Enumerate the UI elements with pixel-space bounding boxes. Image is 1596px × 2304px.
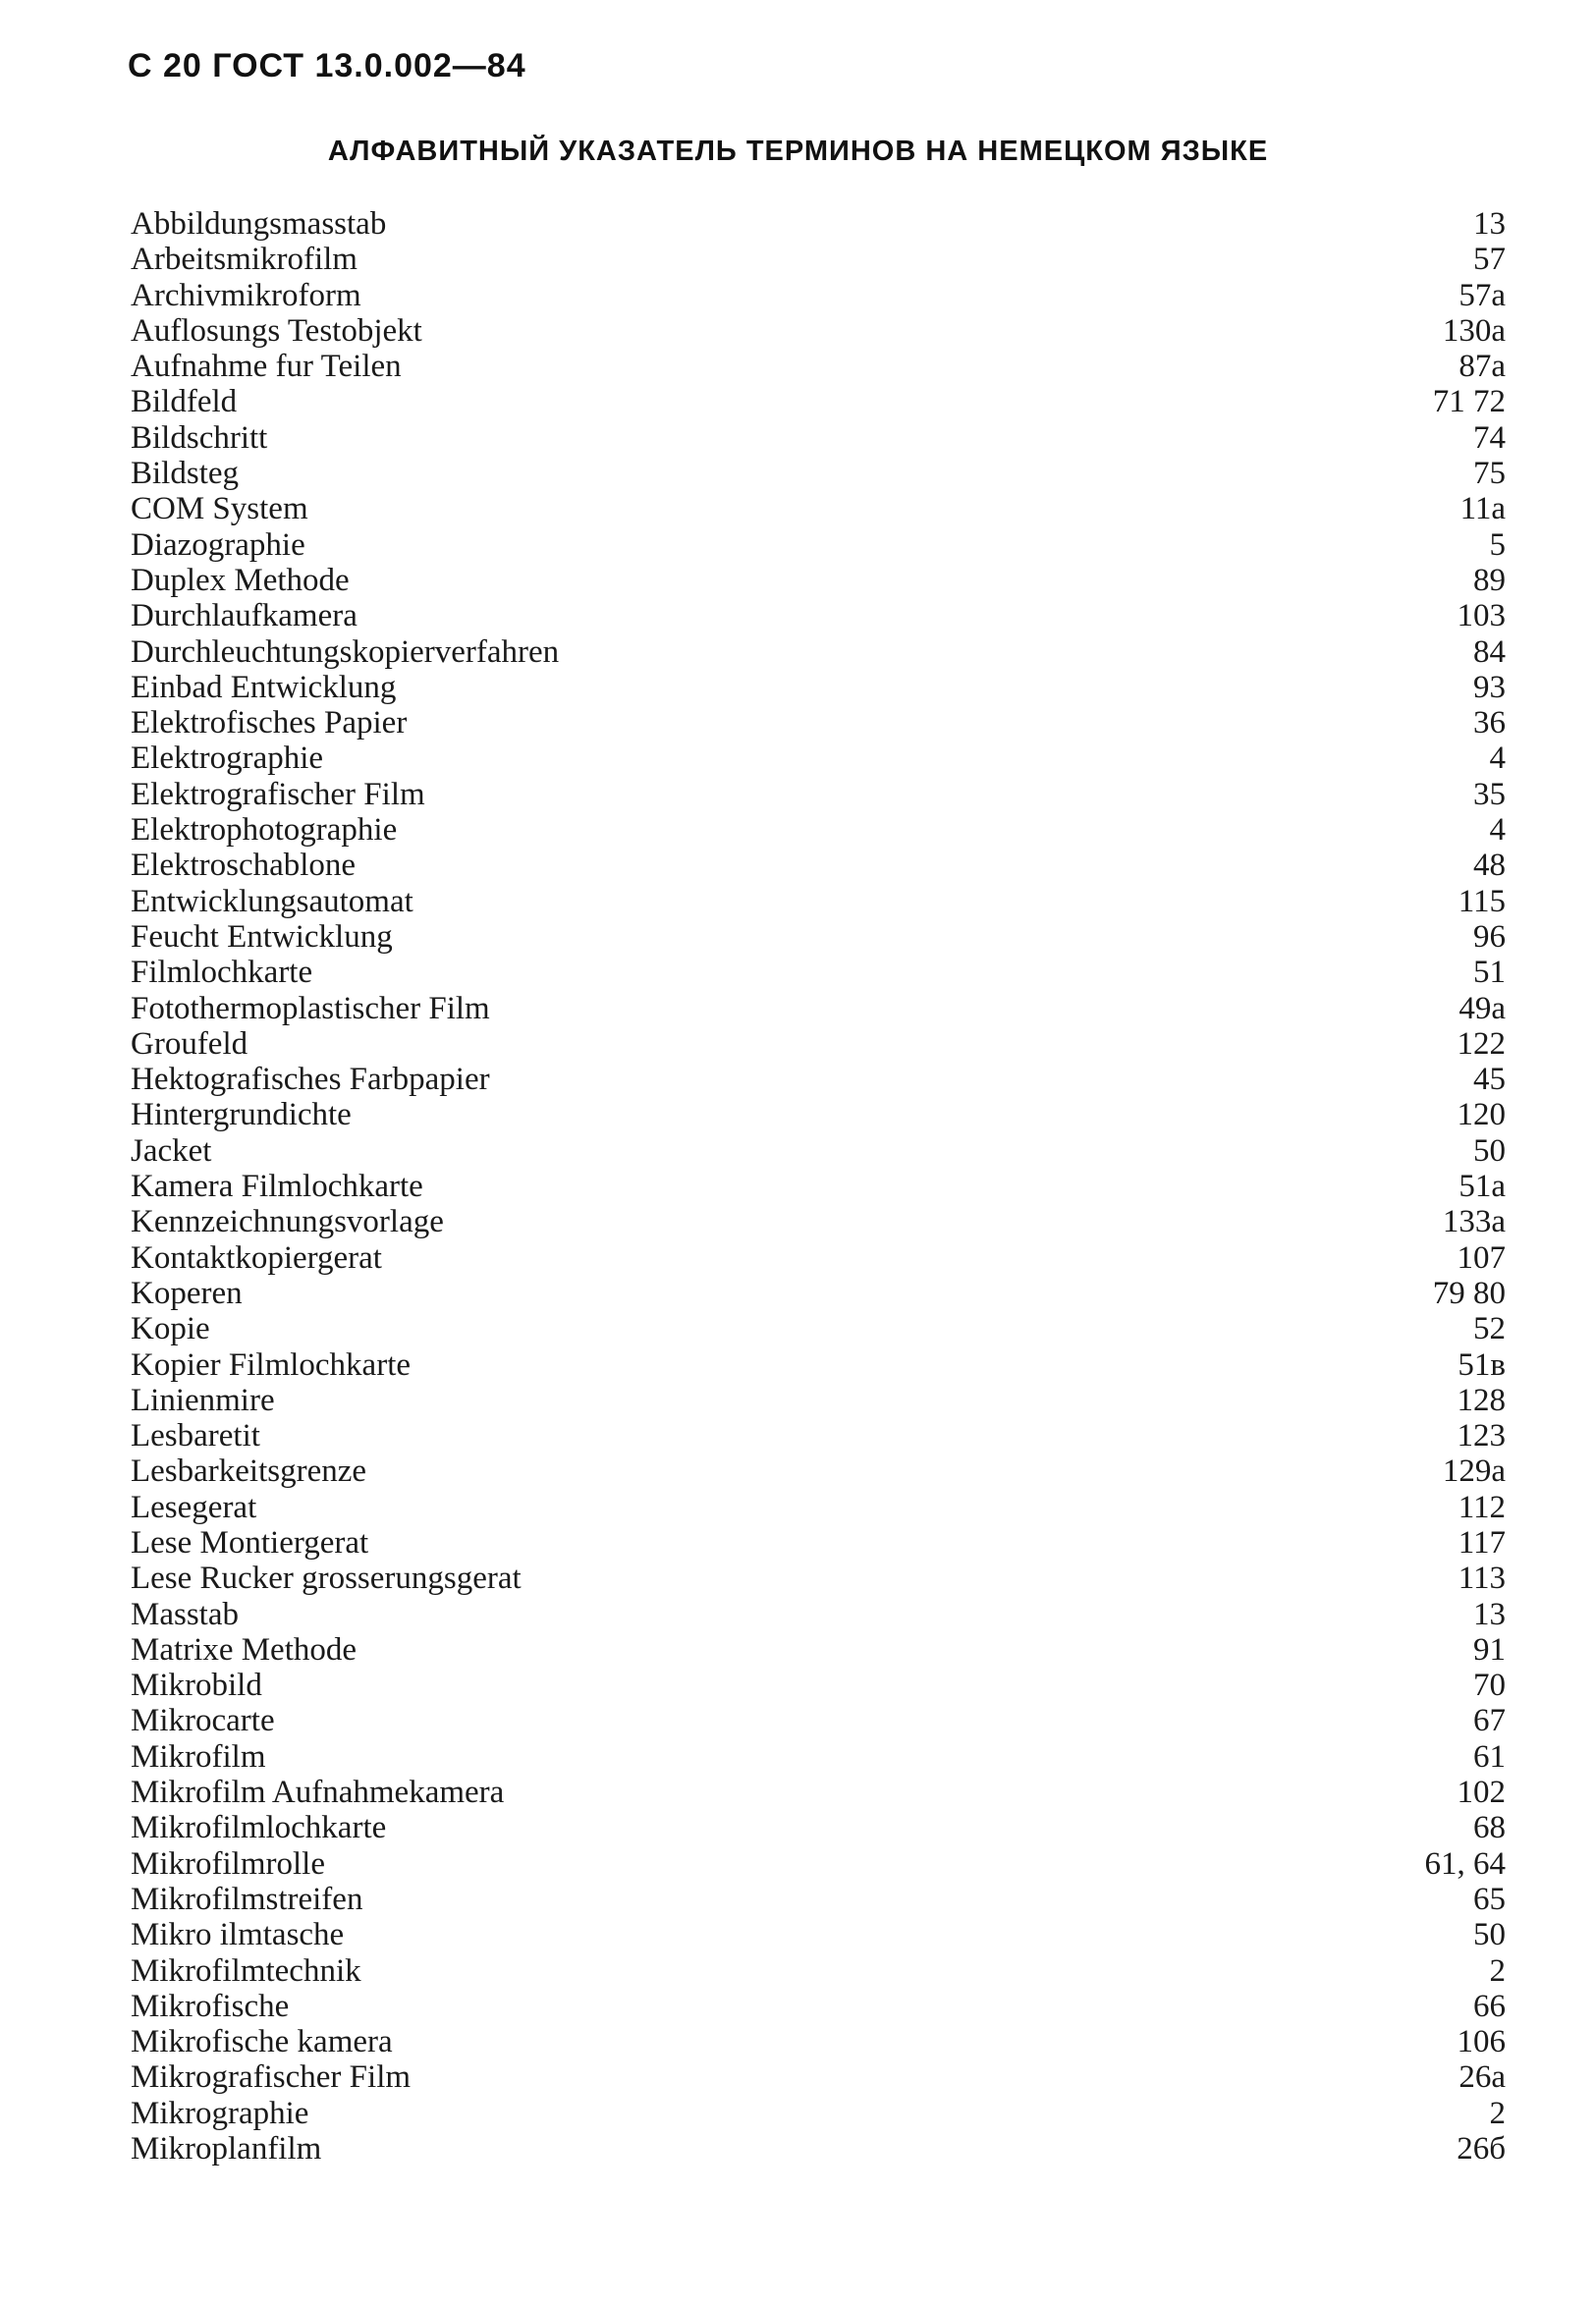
index-entry-term: Mikrofilmlochkarte: [131, 1810, 387, 1846]
index-entry-ref: 87а: [1458, 349, 1506, 385]
index-entry-ref: 11а: [1459, 491, 1506, 527]
index-entry: [131, 1525, 1506, 1561]
index-entry-term: Hektografisches Farbpapier: [131, 1062, 490, 1098]
index-entry: [131, 349, 1506, 384]
index-entry-term: Jacket: [131, 1132, 212, 1169]
index-entry-term: Entwicklungsautomat: [131, 883, 413, 919]
index-entry: [131, 1561, 1506, 1596]
index-entry: [131, 2131, 1506, 2167]
index-entry-term: Diazographie: [131, 526, 305, 563]
index-entry-term: Lesegerat: [131, 1489, 257, 1525]
index-entry-ref: 61, 64: [1424, 1845, 1506, 1882]
index-entry-term: Kontaktkopiergerat: [131, 1239, 382, 1276]
index-entry-ref: 70: [1473, 1668, 1506, 1704]
index-entry-term: Fotothermoplastischer Film: [131, 990, 490, 1026]
index-entry-term: Mikrocarte: [131, 1703, 275, 1739]
index-entry-term: Arbeitsmikrofilm: [131, 242, 358, 278]
index-entry: [131, 1276, 1506, 1311]
index-entry: [131, 991, 1506, 1026]
index-entry-term: Kopier Filmlochkarte: [131, 1346, 412, 1383]
index-entry-term: Auflosungs Testobjekt: [131, 312, 422, 349]
index-entry: [131, 527, 1506, 563]
index-entry: [131, 919, 1506, 955]
index-entry-term: Lese Rucker grosserungsgerat: [131, 1561, 522, 1597]
index-entry: [131, 313, 1506, 349]
index-entry-ref: 103: [1457, 598, 1506, 634]
index-entry-term: Abbildungsmasstab: [131, 206, 387, 242]
index-entry: [131, 456, 1506, 491]
index-entry-term: Matrixe Methode: [131, 1631, 358, 1668]
index-entry-ref: 51: [1473, 955, 1506, 991]
index-entry-ref: 52: [1473, 1311, 1506, 1347]
index-entry-ref: 57: [1473, 242, 1506, 278]
index-entry-term: Mikroplanfilm: [131, 2131, 322, 2167]
index-entry-term: Elektrografischer Film: [131, 776, 425, 812]
index-entry: [131, 1133, 1506, 1169]
index-entry: [131, 1383, 1506, 1418]
index-entry-ref: 51в: [1458, 1346, 1506, 1383]
index-entry-ref: 133а: [1442, 1204, 1506, 1240]
index-entry-ref: 106: [1457, 2024, 1506, 2060]
index-entry-ref: 68: [1473, 1810, 1506, 1846]
index-entry-ref: 117: [1458, 1524, 1506, 1561]
index-entry-ref: 129а: [1442, 1454, 1506, 1490]
index-entry-term: Duplex Methode: [131, 562, 350, 598]
index-entry-ref: 50: [1473, 1132, 1506, 1169]
index-entry-term: Mikrographie: [131, 2095, 309, 2131]
index-entry-ref: 67: [1473, 1703, 1506, 1739]
index-entry-ref: 84: [1473, 633, 1506, 670]
index-entry: [131, 1917, 1506, 1952]
index-entry-ref: 66: [1473, 1988, 1506, 2024]
index-entry: [131, 2096, 1506, 2131]
index-entry-ref: 36: [1473, 705, 1506, 741]
index-entry-ref: 26а: [1458, 2059, 1506, 2096]
index-entry: [131, 2059, 1506, 2095]
index-entry-term: Kopie: [131, 1311, 210, 1347]
index-entry: [131, 206, 1506, 242]
index-entry-ref: 96: [1473, 918, 1506, 955]
index-entry: [131, 1703, 1506, 1738]
index-entry-term: Mikrofische: [131, 1988, 290, 2024]
index-entry-ref: 2: [1489, 1952, 1506, 1989]
index-entry-ref: 71 72: [1432, 384, 1506, 420]
index-entry-term: Durchlaufkamera: [131, 598, 358, 634]
index-entry-term: Mikrobild: [131, 1668, 262, 1704]
index-entry-term: Kamera Filmlochkarte: [131, 1169, 423, 1205]
index-entry-ref: 128: [1457, 1382, 1506, 1418]
index-entry-ref: 89: [1473, 562, 1506, 598]
index-entry-term: Masstab: [131, 1596, 239, 1632]
index-entry: [131, 491, 1506, 526]
index-entry-term: Elektrofisches Papier: [131, 705, 408, 741]
index-entry-ref: 91: [1473, 1631, 1506, 1668]
index-entry-ref: 112: [1458, 1489, 1506, 1525]
index-entry: [131, 1989, 1506, 2024]
index-entry-ref: 61: [1473, 1738, 1506, 1775]
index-entry: [131, 670, 1506, 705]
index-entry-term: Koperen: [131, 1275, 243, 1311]
index-entry: [131, 1240, 1506, 1276]
index-entry-ref: 79 80: [1432, 1275, 1506, 1311]
index-entry-ref: 75: [1473, 456, 1506, 492]
index-entry-ref: 74: [1473, 419, 1506, 456]
index-entry: [131, 1062, 1506, 1097]
index-entry-term: Elektroschablone: [131, 848, 357, 884]
index-entry: [131, 420, 1506, 456]
index-entry-ref: 50: [1473, 1917, 1506, 1953]
index-entry: [131, 634, 1506, 670]
index-entry-ref: 35: [1473, 776, 1506, 812]
index-entry-ref: 45: [1473, 1062, 1506, 1098]
index-entry-term: Mikrofilmstreifen: [131, 1881, 363, 1917]
index-entry-ref: 123: [1457, 1418, 1506, 1454]
index-entry-term: Elektrophotographie: [131, 812, 398, 849]
index-entry: [131, 598, 1506, 633]
index-entry-term: Bildschritt: [131, 419, 268, 456]
index-entry-ref: 57а: [1458, 277, 1506, 313]
index-entry-term: Mikrofische kamera: [131, 2024, 393, 2060]
index-entry-term: Archivmikroform: [131, 277, 361, 313]
index-entry-ref: 48: [1473, 848, 1506, 884]
index-entry: [131, 955, 1506, 990]
index-entry: [131, 705, 1506, 741]
index-entry-term: Einbad Entwicklung: [131, 669, 397, 705]
index-title: АЛФАВИТНЫЙ УКАЗАТЕЛЬ ТЕРМИНОВ НА НЕМЕЦКОМ ЯЗЫКЕ: [327, 136, 1269, 167]
index-entry-term: Mikro ilmtasche: [131, 1917, 345, 1953]
index-entry: [131, 384, 1506, 419]
index-entry-ref: 93: [1473, 669, 1506, 705]
index-entry: [131, 1775, 1506, 1810]
index-entry: [131, 1846, 1506, 1882]
index-entry-term: Linienmire: [131, 1382, 275, 1418]
index-entry-term: Bildfeld: [131, 384, 238, 420]
index-entry-ref: 4: [1489, 741, 1506, 777]
index-entry-ref: 2: [1489, 2095, 1506, 2131]
index-entry-ref: 120: [1457, 1097, 1506, 1133]
index-entry: [131, 278, 1506, 313]
index-entry-list: [131, 206, 1506, 2167]
index-entry-term: Feucht Entwicklung: [131, 918, 393, 955]
index-entry: [131, 1739, 1506, 1775]
index-entry-term: COM System: [131, 491, 308, 527]
index-entry-term: Lesbarkeitsgrenze: [131, 1454, 367, 1490]
index-entry: [131, 1097, 1506, 1132]
index-entry: [131, 1311, 1506, 1346]
index-entry-term: Elektrographie: [131, 741, 324, 777]
index-entry-ref: 13: [1473, 206, 1506, 242]
index-entry: [131, 1204, 1506, 1239]
index-entry-ref: 122: [1457, 1025, 1506, 1062]
index-entry-ref: 26б: [1457, 2131, 1506, 2167]
index-entry: [131, 741, 1506, 776]
index-entry-ref: 113: [1458, 1561, 1506, 1597]
index-entry-term: Durchleuchtungskopierverfahren: [131, 633, 560, 670]
index-entry: [131, 812, 1506, 848]
index-entry: [131, 242, 1506, 277]
index-entry: [131, 884, 1506, 919]
index-entry-term: Filmlochkarte: [131, 955, 313, 991]
index-entry: [131, 1632, 1506, 1668]
index-entry-ref: 4: [1489, 812, 1506, 849]
index-entry: [131, 1810, 1506, 1845]
index-entry-ref: 130а: [1442, 312, 1506, 349]
index-entry-ref: 115: [1458, 883, 1506, 919]
index-entry: [131, 1953, 1506, 1989]
index-entry: [131, 1668, 1506, 1703]
index-entry-ref: 107: [1457, 1239, 1506, 1276]
index-entry: [131, 1882, 1506, 1917]
index-entry: [131, 1026, 1506, 1062]
index-entry-term: Mikrofilmtechnik: [131, 1952, 361, 1989]
index-entry: [131, 1418, 1506, 1454]
index-entry-term: Mikrofilmrolle: [131, 1845, 325, 1882]
running-header: С 20 ГОСТ 13.0.002—84: [128, 47, 526, 84]
index-entry-term: Kennzeichnungsvorlage: [131, 1204, 444, 1240]
index-entry-term: Lesbaretit: [131, 1418, 260, 1454]
index-entry: [131, 1347, 1506, 1383]
index-entry-ref: 51а: [1458, 1169, 1506, 1205]
index-entry-term: Aufnahme fur Teilen: [131, 349, 402, 385]
index-entry: [131, 848, 1506, 883]
index-entry: [131, 563, 1506, 598]
index-entry: [131, 777, 1506, 812]
index-entry-ref: 5: [1489, 526, 1506, 563]
index-entry-term: Mikrografischer Film: [131, 2059, 412, 2096]
index-entry-term: Groufeld: [131, 1025, 248, 1062]
index-entry-term: Mikrofilm: [131, 1738, 266, 1775]
index-entry-term: Bildsteg: [131, 456, 240, 492]
index-entry: [131, 2024, 1506, 2059]
index-entry-ref: 102: [1457, 1775, 1506, 1811]
index-entry-ref: 13: [1473, 1596, 1506, 1632]
index-entry: [131, 1597, 1506, 1632]
index-entry-ref: 65: [1473, 1881, 1506, 1917]
index-entry: [131, 1454, 1506, 1489]
index-entry-term: Hintergrundichte: [131, 1097, 352, 1133]
index-entry-ref: 49а: [1458, 990, 1506, 1026]
index-entry: [131, 1490, 1506, 1525]
index-entry-term: Lese Montiergerat: [131, 1524, 369, 1561]
index-entry: [131, 1169, 1506, 1204]
index-entry-term: Mikrofilm Aufnahmekamera: [131, 1775, 505, 1811]
